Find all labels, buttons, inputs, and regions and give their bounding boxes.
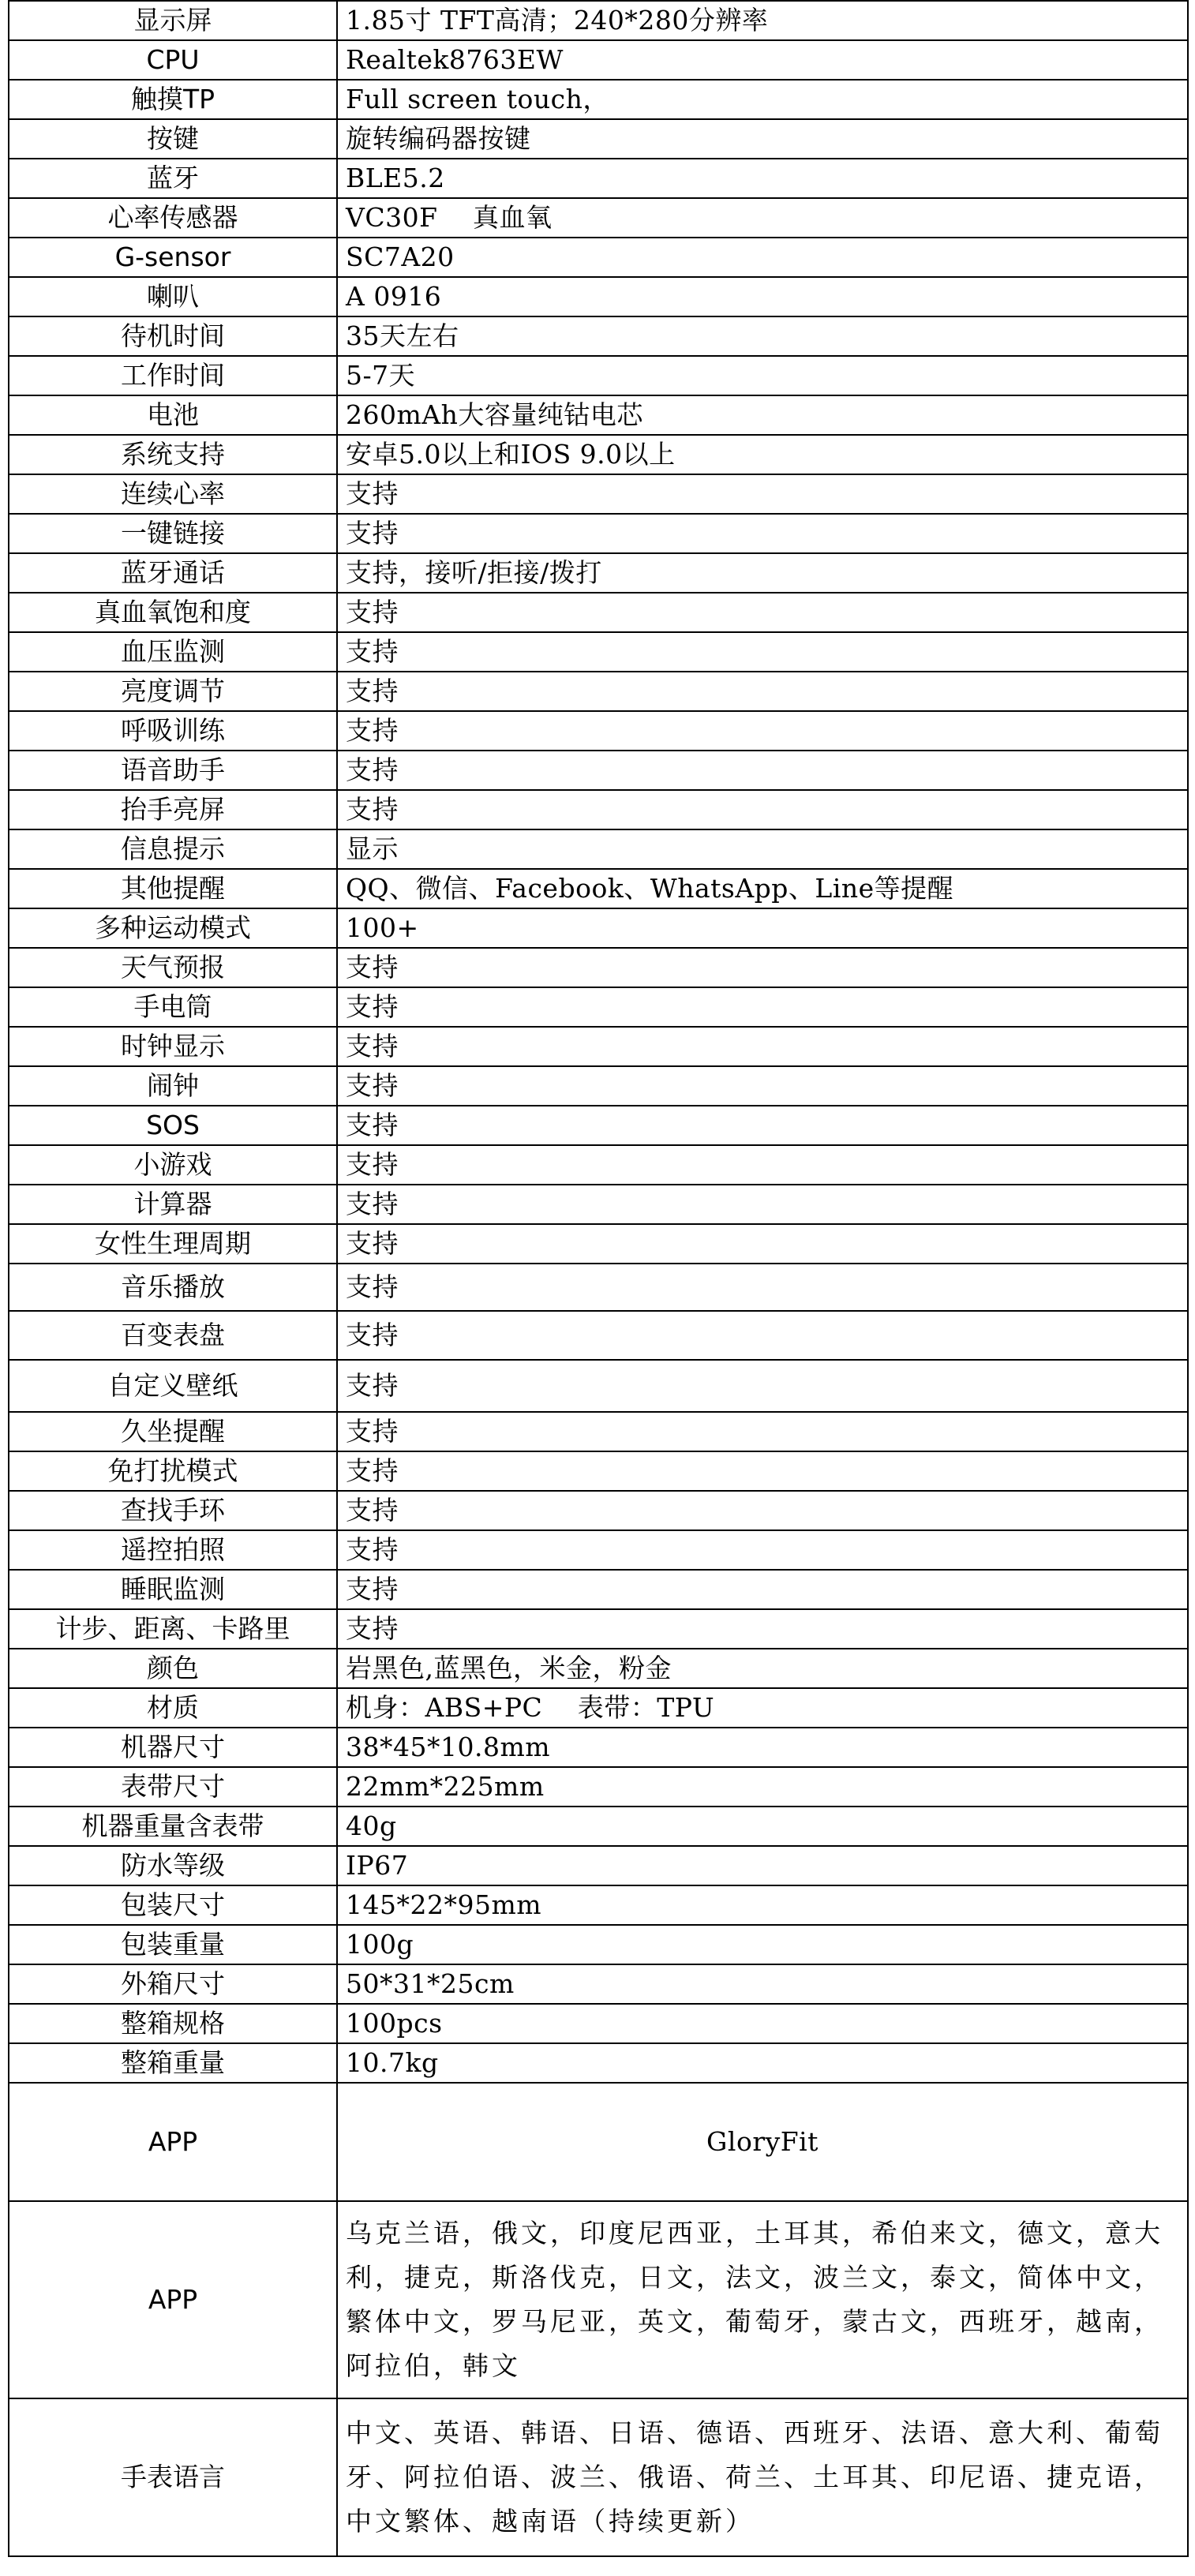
spec-value: 支持 — [337, 632, 1188, 672]
spec-value: 支持 — [337, 1451, 1188, 1491]
table-row — [9, 2043, 1188, 2083]
spec-label: 计步、距离、卡路里 — [9, 1609, 337, 1649]
spec-label: 久坐提醒 — [9, 1412, 337, 1451]
spec-value: 支持 — [337, 1530, 1188, 1570]
spec-value: 5-7天 — [337, 356, 1188, 395]
table-row — [9, 948, 1188, 987]
spec-label: 小游戏 — [9, 1145, 337, 1185]
spec-value: 22mm*225mm — [337, 1767, 1188, 1807]
spec-label: 手表语言 — [9, 2398, 337, 2556]
table-row — [9, 1491, 1188, 1530]
spec-value: 10.7kg — [337, 2043, 1188, 2083]
spec-value: 支持 — [337, 1264, 1188, 1311]
table-row — [9, 277, 1188, 316]
spec-value: 100g — [337, 1925, 1188, 1964]
table-row — [9, 1925, 1188, 1964]
spec-label: 蓝牙通话 — [9, 553, 337, 593]
spec-value: 50*31*25cm — [337, 1964, 1188, 2004]
spec-label: 时钟显示 — [9, 1027, 337, 1066]
spec-label: 材质 — [9, 1688, 337, 1728]
spec-label: 表带尺寸 — [9, 1767, 337, 1807]
spec-label: 女性生理周期 — [9, 1224, 337, 1264]
spec-label: 防水等级 — [9, 1846, 337, 1885]
spec-value: 支持 — [337, 1570, 1188, 1609]
spec-value: 岩黑色,蓝黑色，米金，粉金 — [337, 1649, 1188, 1688]
table-row — [9, 1185, 1188, 1224]
spec-value: 支持 — [337, 790, 1188, 829]
spec-value: 支持 — [337, 1066, 1188, 1106]
spec-value: 显示 — [337, 829, 1188, 869]
table-row — [9, 632, 1188, 672]
table-row — [9, 2398, 1188, 2556]
spec-value: 支持 — [337, 1609, 1188, 1649]
spec-label: 百变表盘 — [9, 1311, 337, 1360]
spec-value: QQ、微信、Facebook、WhatsApp、Line等提醒 — [337, 869, 1188, 908]
spec-label: 抬手亮屏 — [9, 790, 337, 829]
spec-label: 睡眠监测 — [9, 1570, 337, 1609]
spec-value: 支持 — [337, 474, 1188, 514]
spec-value: 支持 — [337, 1027, 1188, 1066]
table-row — [9, 395, 1188, 435]
spec-value: 100pcs — [337, 2004, 1188, 2043]
spec-value: 支持 — [337, 1224, 1188, 1264]
spec-value: 1.85寸 TFT高清；240*280分辨率 — [337, 1, 1188, 40]
spec-value: 38*45*10.8mm — [337, 1728, 1188, 1767]
spec-value: IP67 — [337, 1846, 1188, 1885]
spec-label: 真血氧饱和度 — [9, 593, 337, 632]
spec-label: 工作时间 — [9, 356, 337, 395]
table-row — [9, 1145, 1188, 1185]
spec-label: 颜色 — [9, 1649, 337, 1688]
spec-value: 支持，接听/拒接/拨打 — [337, 553, 1188, 593]
table-row — [9, 474, 1188, 514]
table-row — [9, 1688, 1188, 1728]
table-row — [9, 1767, 1188, 1807]
spec-value: 机身：ABS+PC 表带：TPU — [337, 1688, 1188, 1728]
spec-label: 遥控拍照 — [9, 1530, 337, 1570]
spec-label: APP — [9, 2083, 337, 2201]
spec-label: 天气预报 — [9, 948, 337, 987]
spec-label: 语音助手 — [9, 751, 337, 790]
spec-value: 乌克兰语，俄文，印度尼西亚，土耳其，希伯来文，德文，意大利，捷克，斯洛伐克，日文，法文，波兰文，泰文，简体中文，繁体中文，罗马尼亚，英文，葡萄牙，蒙古文，西班牙，越南，阿拉伯，韩文 — [337, 2201, 1188, 2398]
spec-label: 触摸TP — [9, 80, 337, 119]
spec-label: CPU — [9, 40, 337, 80]
spec-label: 连续心率 — [9, 474, 337, 514]
table-row — [9, 2004, 1188, 2043]
table-row — [9, 119, 1188, 159]
spec-value: 35天左右 — [337, 316, 1188, 356]
table-row — [9, 356, 1188, 395]
spec-value: 安卓5.0以上和IOS 9.0以上 — [337, 435, 1188, 474]
table-row — [9, 672, 1188, 711]
spec-value: VC30F 真血氧 — [337, 198, 1188, 238]
spec-value: 支持 — [337, 948, 1188, 987]
spec-label: 一键链接 — [9, 514, 337, 553]
table-row — [9, 1412, 1188, 1451]
spec-label: 外箱尺寸 — [9, 1964, 337, 2004]
table-row — [9, 1964, 1188, 2004]
table-row — [9, 1846, 1188, 1885]
table-row — [9, 2083, 1188, 2201]
spec-value: 支持 — [337, 1412, 1188, 1451]
spec-value: GloryFit — [337, 2083, 1188, 2201]
table-row — [9, 829, 1188, 869]
spec-label: 信息提示 — [9, 829, 337, 869]
spec-value: 旋转编码器按键 — [337, 119, 1188, 159]
spec-value: 260mAh大容量纯钴电芯 — [337, 395, 1188, 435]
spec-label: 手电筒 — [9, 987, 337, 1027]
spec-label: 多种运动模式 — [9, 908, 337, 948]
spec-value: 支持 — [337, 514, 1188, 553]
spec-value: 支持 — [337, 593, 1188, 632]
table-row — [9, 1066, 1188, 1106]
spec-label: 查找手环 — [9, 1491, 337, 1530]
table-row — [9, 1224, 1188, 1264]
table-row — [9, 1311, 1188, 1360]
spec-label: 包装尺寸 — [9, 1885, 337, 1925]
spec-label: 心率传感器 — [9, 198, 337, 238]
spec-value: SC7A20 — [337, 238, 1188, 277]
spec-label: 血压监测 — [9, 632, 337, 672]
spec-label: 音乐播放 — [9, 1264, 337, 1311]
spec-label: 待机时间 — [9, 316, 337, 356]
table-row — [9, 2201, 1188, 2398]
table-row — [9, 1264, 1188, 1311]
spec-label: 包装重量 — [9, 1925, 337, 1964]
table-row — [9, 751, 1188, 790]
spec-value: 支持 — [337, 1106, 1188, 1145]
spec-value: 支持 — [337, 987, 1188, 1027]
table-row — [9, 987, 1188, 1027]
spec-label: 免打扰模式 — [9, 1451, 337, 1491]
table-row — [9, 198, 1188, 238]
spec-value: 支持 — [337, 751, 1188, 790]
table-row — [9, 908, 1188, 948]
spec-value: 中文、英语、韩语、日语、德语、西班牙、法语、意大利、葡萄牙、阿拉伯语、波兰、俄语、荷兰、土耳其、印尼语、捷克语，中文繁体、越南语（持续更新） — [337, 2398, 1188, 2556]
spec-label: 呼吸训练 — [9, 711, 337, 751]
table-row — [9, 553, 1188, 593]
spec-label: 闹钟 — [9, 1066, 337, 1106]
spec-label: 显示屏 — [9, 1, 337, 40]
spec-value: 支持 — [337, 1360, 1188, 1412]
spec-label: 其他提醒 — [9, 869, 337, 908]
spec-label: 整箱规格 — [9, 2004, 337, 2043]
spec-label: 蓝牙 — [9, 159, 337, 198]
table-row — [9, 316, 1188, 356]
table-row — [9, 790, 1188, 829]
table-row — [9, 435, 1188, 474]
spec-value: 支持 — [337, 1311, 1188, 1360]
spec-value: 支持 — [337, 1185, 1188, 1224]
spec-label: G-sensor — [9, 238, 337, 277]
spec-label: SOS — [9, 1106, 337, 1145]
spec-table — [8, 0, 1189, 2557]
spec-label: 系统支持 — [9, 435, 337, 474]
spec-label: 机器尺寸 — [9, 1728, 337, 1767]
spec-label: 整箱重量 — [9, 2043, 337, 2083]
table-row — [9, 40, 1188, 80]
table-row — [9, 1649, 1188, 1688]
spec-value: 100+ — [337, 908, 1188, 948]
spec-label: APP — [9, 2201, 337, 2398]
spec-label: 喇叭 — [9, 277, 337, 316]
spec-label: 机器重量含表带 — [9, 1807, 337, 1846]
table-row — [9, 1451, 1188, 1491]
spec-value: BLE5.2 — [337, 159, 1188, 198]
spec-label: 自定义壁纸 — [9, 1360, 337, 1412]
table-row — [9, 1106, 1188, 1145]
spec-label: 计算器 — [9, 1185, 337, 1224]
spec-value: A 0916 — [337, 277, 1188, 316]
table-row — [9, 238, 1188, 277]
spec-value: Realtek8763EW — [337, 40, 1188, 80]
table-row — [9, 1530, 1188, 1570]
spec-value: Full screen touch， — [337, 80, 1188, 119]
spec-value: 支持 — [337, 711, 1188, 751]
spec-value: 支持 — [337, 1491, 1188, 1530]
spec-value: 145*22*95mm — [337, 1885, 1188, 1925]
table-row — [9, 593, 1188, 632]
table-row — [9, 159, 1188, 198]
spec-value: 支持 — [337, 1145, 1188, 1185]
table-row — [9, 1885, 1188, 1925]
table-row — [9, 80, 1188, 119]
spec-value: 支持 — [337, 672, 1188, 711]
table-row — [9, 1, 1188, 40]
table-row — [9, 1360, 1188, 1412]
table-row — [9, 514, 1188, 553]
table-row — [9, 1728, 1188, 1767]
spec-label: 按键 — [9, 119, 337, 159]
table-row — [9, 869, 1188, 908]
table-row — [9, 1609, 1188, 1649]
table-row — [9, 1807, 1188, 1846]
spec-label: 亮度调节 — [9, 672, 337, 711]
spec-label: 电池 — [9, 395, 337, 435]
table-row — [9, 1027, 1188, 1066]
table-row — [9, 1570, 1188, 1609]
table-row — [9, 711, 1188, 751]
spec-value: 40g — [337, 1807, 1188, 1846]
